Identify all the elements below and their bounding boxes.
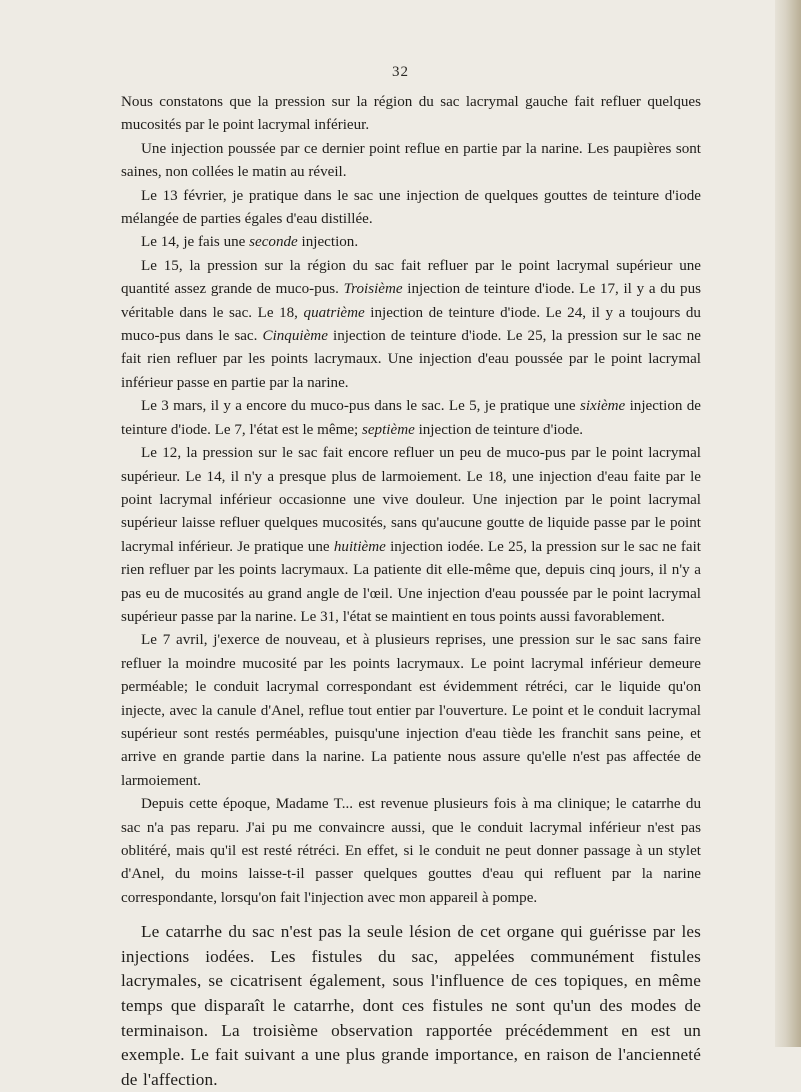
paragraph-1: Nous constatons que la pression sur la région du sac lacrymal gauche fait refluer quelques mucosités par le point lacrymal inférieur. <box>121 94 701 134</box>
text-run: injection iodée. Le 25, la pression sur le sac ne fait rien refluer par les points lacrymaux. La patiente dit elle-même que, depuis cinq jours, il n'y a pas eu de mucosités au grand angle de l'œil. Une injection d'eau poussée par le point lacrymal supérieur passe par la narine. Le 31, l'état se maintient en tous points aussi favorablement. <box>121 538 701 625</box>
page-number: 32 <box>392 64 409 80</box>
text-run: Le 15, la pression sur la région du sac fait refluer par le point lacrymal supérieur une quantité assez grande de muco-pus. <box>121 257 701 298</box>
text-run: injection de teinture d'iode. Le 24, il y a toujours du muco-pus dans le sac. <box>121 304 701 345</box>
paragraph-3: Le 13 février, je pratique dans le sac une injection de quelques gouttes de teinture d'iode mélangée de parties égales d'eau distillée. <box>121 187 701 228</box>
paragraph-6 <box>121 395 701 442</box>
emphasis: quatrième <box>303 304 365 321</box>
page-edge-shadow <box>775 0 801 1047</box>
text-run: injection de teinture d'iode. Le 7, l'état est le même; <box>121 398 702 438</box>
emphasis: seconde <box>249 234 298 251</box>
emphasis: sixième <box>579 398 626 415</box>
text-run: Le 14, je fais une <box>141 234 250 251</box>
paragraph-10: Le catarrhe du sac n'est pas la seule lésion de cet organe qui guérisse par les injections iodées. Les fistules du sac, appelées communément fistules lacrymales, se cicatrisent également, sous l'influence de ces topiques, en même temps que disparaît le catarrhe, dont ces fistules ne sont qu'un des modes de terminaison. La troisième observation rapportée précédemment en est un exemple. Le fait suivant a une plus grande importance, en raison de l'ancienneté de l'affection. <box>121 922 701 1089</box>
emphasis: Troisième <box>343 281 403 298</box>
emphasis: septième <box>361 421 415 438</box>
paragraph-5 <box>121 255 701 395</box>
paragraph-9: Depuis cette époque, Madame T... est revenue plusieurs fois à ma clinique; le catarrhe du sac n'a pas reparu. J'ai pu me convaincre aussi, que le conduit lacrymal inférieur n'est pas oblitéré, mais qu'il est resté rétréci. En effet, si le conduit ne peut donner passage à un stylet d'Anel, du moins laisse-t-il passer quelques gouttes d'eau qui refluent par la narine correspondante, lorsqu'on fait l'injection avec mon appareil à pompe. <box>121 796 701 906</box>
paragraph-7 <box>121 442 701 629</box>
emphasis: Cinquième <box>262 328 328 345</box>
text-run: Le 3 mars, il y a encore du muco-pus dans le sac. Le 5, je pratique une <box>141 398 580 415</box>
body-text <box>121 91 701 1092</box>
paragraph-2: Une injection poussée par ce dernier point reflue en partie par la narine. Les paupières sont saines, non collées le matin au réveil. <box>121 140 701 181</box>
text-run: injection de teinture d'iode. Le 17, il y a du pus véritable dans le sac. Le 18, <box>121 281 701 321</box>
paragraph-8: Le 7 avril, j'exerce de nouveau, et à plusieurs reprises, une pression sur le sac sans faire refluer la moindre mucosité par les points lacrymaux. Le point lacrymal inférieur demeure perméable; le conduit lacrymal correspondant est évidemment rétréci, car le liquide qu'on injecte, avec la canule d'Anel, reflue tout entier par l'ouverture. Le point et le conduit lacrymal supérieur sont restés perméables, puisqu'une injection d'eau tiède les franchit sans peine, et arrive en grande partie dans la narine. La patiente nous assure qu'elle n'est pas affectée de larmoiement. <box>121 632 701 789</box>
text-run: Le 12, la pression sur le sac fait encore refluer un peu de muco-pus par le point lacrymal supérieur. Le 14, il n'y a presque plus de larmoiement. Le 18, une injection d'eau faite par le point lacrymal inférieur occasionne une vive douleur. Une injection par le point lacrymal supérieur laisse refluer quelques mucosités, sans qu'aucune goutte de liquide passe par le point lacrymal inférieur. Je pratique une <box>121 445 701 555</box>
text-run: injection. <box>297 234 359 251</box>
text-run: injection de teinture d'iode. <box>414 421 584 438</box>
paragraph-4 <box>121 231 701 254</box>
emphasis: huitième <box>333 538 386 555</box>
text-run: injection de teinture d'iode. Le 25, la pression sur le sac ne fait rien refluer par les points lacrymaux. Une injection d'eau poussée par le point lacrymal inférieur passe en partie par la narine. <box>121 328 702 391</box>
